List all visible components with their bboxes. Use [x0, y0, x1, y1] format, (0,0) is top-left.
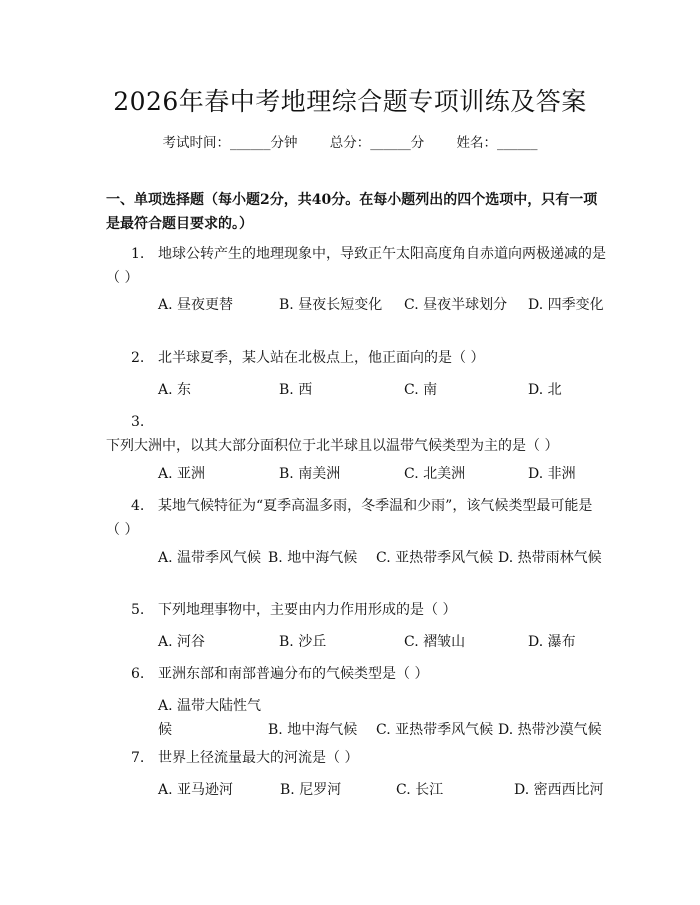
question-stem: [106, 494, 606, 542]
question-1-options: [106, 293, 606, 317]
question-text: 北半球夏季，某人站在北极点上，他正面向的是（ ）: [158, 350, 485, 366]
option-c[interactable]: C. 长江: [396, 782, 444, 798]
option-d[interactable]: D. 密西西比河: [514, 782, 604, 798]
question-7: [106, 746, 606, 770]
option-b[interactable]: B. 西: [279, 382, 313, 398]
option-d[interactable]: D. 四季变化: [528, 297, 604, 313]
question-stem: [106, 598, 606, 622]
option-a[interactable]: A. 亚马逊河: [158, 782, 234, 798]
question-text: 地球公转产生的地理现象中，导致正午太阳高度角自赤道向两极递减的是（ ）: [106, 246, 606, 286]
question-text: 某地气候特征为“夏季高温多雨，冬季温和少雨”，该气候类型最可能是（ ）: [106, 498, 593, 538]
question-number: 2.: [131, 350, 145, 366]
question-text: 下列大洲中，以其大部分面积位于北半球且以温带气候类型为主的是（ ）: [106, 438, 559, 454]
option-c[interactable]: C. 南: [404, 382, 438, 398]
option-c[interactable]: C. 亚热带季风气候: [376, 722, 494, 738]
question-stem: [106, 346, 606, 370]
option-a[interactable]: A. 昼夜更替: [158, 297, 234, 313]
question-text: 亚洲东部和南部普遍分布的气候类型是（ ）: [158, 666, 429, 682]
question-2: [106, 346, 606, 370]
exam-time-field: 考试时间：______分钟: [162, 135, 298, 151]
option-c[interactable]: C. 褶皱山: [404, 634, 466, 650]
option-b[interactable]: B. 昼夜长短变化: [279, 297, 383, 313]
question-3: [106, 410, 606, 458]
question-6-options: [106, 694, 606, 742]
question-stem: [106, 662, 606, 686]
question-5-options: [106, 630, 606, 654]
option-a[interactable]: A. 东: [158, 382, 192, 398]
question-7-options: [106, 778, 606, 802]
option-d[interactable]: D. 瀑布: [528, 634, 576, 650]
question-4: [106, 494, 606, 542]
question-text: 下列地理事物中，主要由内力作用形成的是（ ）: [158, 602, 457, 618]
question-stem: [106, 242, 606, 290]
option-a[interactable]: A. 河谷: [158, 634, 206, 650]
question-number: 6.: [131, 666, 145, 682]
question-number: 3.: [131, 414, 145, 430]
question-stem: [106, 410, 606, 458]
question-stem: [106, 746, 606, 770]
section-heading: 一、单项选择题（每小题2分，共40分。在每小题列出的四个选项中，只有一项是最符合题目要求的。）: [106, 192, 598, 232]
option-d[interactable]: D. 热带雨林气候: [498, 550, 602, 566]
question-6: [106, 662, 606, 686]
option-b[interactable]: B. 地中海气候: [268, 722, 358, 738]
option-d[interactable]: D. 热带沙漠气候: [498, 722, 602, 738]
question-number: 7.: [131, 750, 145, 766]
page-title: 2026年春中考地理综合题专项训练及答案: [113, 87, 587, 116]
question-3-options: [106, 462, 606, 486]
option-c[interactable]: C. 北美洲: [404, 466, 466, 482]
option-c[interactable]: C. 亚热带季风气候: [376, 550, 494, 566]
option-d[interactable]: D. 北: [528, 382, 562, 398]
question-text: 世界上径流量最大的河流是（ ）: [158, 750, 359, 766]
total-score-field: 总分：______分: [329, 135, 425, 151]
option-b[interactable]: B. 沙丘: [279, 634, 327, 650]
option-a[interactable]: A. 温带大陆性气候: [158, 698, 262, 738]
option-b[interactable]: B. 南美洲: [279, 466, 341, 482]
question-number: 4.: [131, 498, 145, 514]
option-d[interactable]: D. 非洲: [528, 466, 576, 482]
question-number: 5.: [131, 602, 145, 618]
option-b[interactable]: B. 尼罗河: [280, 782, 342, 798]
exam-meta: [0, 131, 700, 151]
question-4-options: [106, 546, 606, 570]
option-a[interactable]: A. 温带季风气候: [158, 550, 262, 566]
option-a[interactable]: A. 亚洲: [158, 466, 206, 482]
question-5: [106, 598, 606, 622]
question-number: 1.: [131, 246, 145, 262]
option-c[interactable]: C. 昼夜半球划分: [404, 297, 508, 313]
student-name-field: 姓名：______: [456, 135, 538, 151]
option-b[interactable]: B. 地中海气候: [268, 550, 358, 566]
question-2-options: [106, 378, 606, 402]
question-1: [106, 242, 606, 290]
